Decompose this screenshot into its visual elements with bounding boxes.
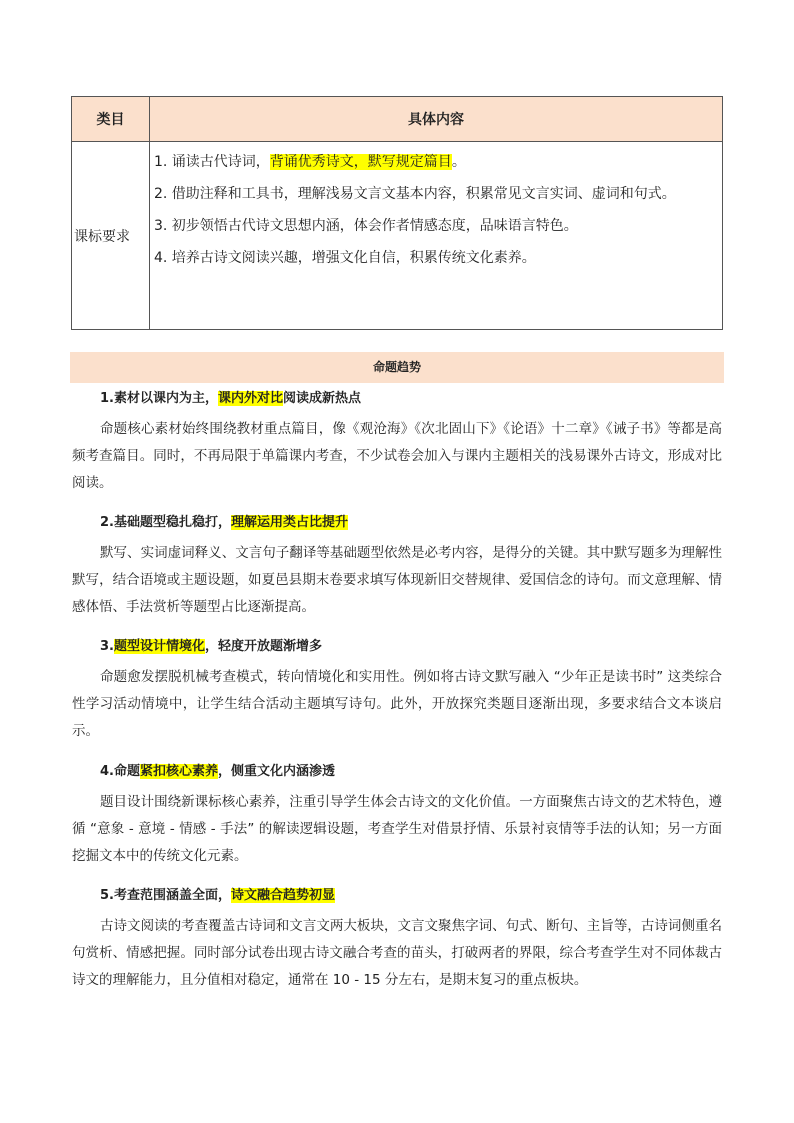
trend-body-5: 古诗文阅读的考查覆盖古诗词和文言文两大板块，文言文聚焦字词、句式、断句、主旨等，古诗词侧重名句赏析、情感把握。同时部分试卷出现古诗文融合考查的苗头，打破两者的界限，综合考查学生对不同体裁古诗文的理解能力，且分值相对稳定，通常在 10 - 15 分左右，是期末复习的重点板块。	[72, 918, 722, 988]
requirements-cell	[150, 142, 723, 330]
highlighted-text: 诗文融合趋势初显	[230, 888, 335, 903]
highlighted-text: 紧扣核心素养	[139, 764, 218, 779]
trend-title-3: 3.题型设计情境化，轻度开放题渐增多	[100, 639, 323, 654]
trend-title-5: 5.考查范围涵盖全面，诗文融合趋势初显	[100, 888, 335, 903]
trend-body-2: 默写、实词虚词释义、文言句子翻译等基础题型依然是必考内容，是得分的关键。其中默写题多为理解性默写，结合语境或主题设题，如夏邑县期末卷要求填写体现新旧交替规律、爱国信念的诗句。而文意理解、情感体悟、手法赏析等题型占比逐渐提高。	[72, 545, 722, 615]
header-content: 具体内容	[150, 97, 723, 142]
requirement-item-4: 4. 培养古诗文阅读兴趣，增强文化自信，积累传统文化素养。	[154, 250, 536, 266]
trend-body-1: 命题核心素材始终围绕教材重点篇目，像《观沧海》《次北固山下》《论语》十二章》《诫子书》等都是高频考查篇目。同时，不再局限于单篇课内考查，不少试卷会加入与课内主题相关的浅易课外古诗文，形成对比阅读。	[72, 421, 722, 491]
highlighted-text: 背诵优秀诗文，默写规定篇目	[269, 154, 452, 170]
curriculum-requirements-table	[71, 96, 723, 330]
requirement-item-3: 3. 初步领悟古代诗文思想内涵，体会作者情感态度，品味语言特色。	[154, 218, 578, 234]
trend-title-1: 1.素材以课内为主，课内外对比阅读成新热点	[100, 391, 362, 406]
highlighted-text: 题型设计情境化	[113, 639, 205, 654]
header-category: 类目	[72, 97, 150, 142]
requirement-item-1: 1. 诵读古代诗词，背诵优秀诗文，默写规定篇目。	[154, 154, 466, 170]
category-cell: 课标要求	[72, 142, 150, 330]
requirement-item-2: 2. 借助注释和工具书，理解浅易文言文基本内容，积累常见文言实词、虚词和句式。	[154, 186, 676, 202]
highlighted-text: 课内外对比	[217, 391, 283, 406]
trend-body-4: 题目设计围绕新课标核心素养，注重引导学生体会古诗文的文化价值。一方面聚焦古诗文的艺术特色，遵循 “意象 - 意境 - 情感 - 手法” 的解读逻辑设题，考查学生对借景抒情、乐景衬哀情等手法的认知；另一方面挖掘文本中的传统文化元素。	[72, 794, 722, 864]
section-banner: 命题趋势	[70, 352, 724, 383]
table-row	[72, 142, 723, 330]
trend-body-3: 命题愈发摆脱机械考查模式，转向情境化和实用性。例如将古诗文默写融入 “少年正是读书时” 这类综合性学习活动情境中，让学生结合活动主题填写诗句。此外，开放探究类题目逐渐出现，多要求结合文本谈启示。	[72, 669, 722, 739]
table-header-row	[72, 97, 723, 142]
trend-title-4: 4.命题紧扣核心素养，侧重文化内涵渗透	[100, 764, 336, 779]
highlighted-text: 理解运用类占比提升	[230, 515, 348, 530]
trend-title-2: 2.基础题型稳扎稳打，理解运用类占比提升	[100, 515, 348, 530]
